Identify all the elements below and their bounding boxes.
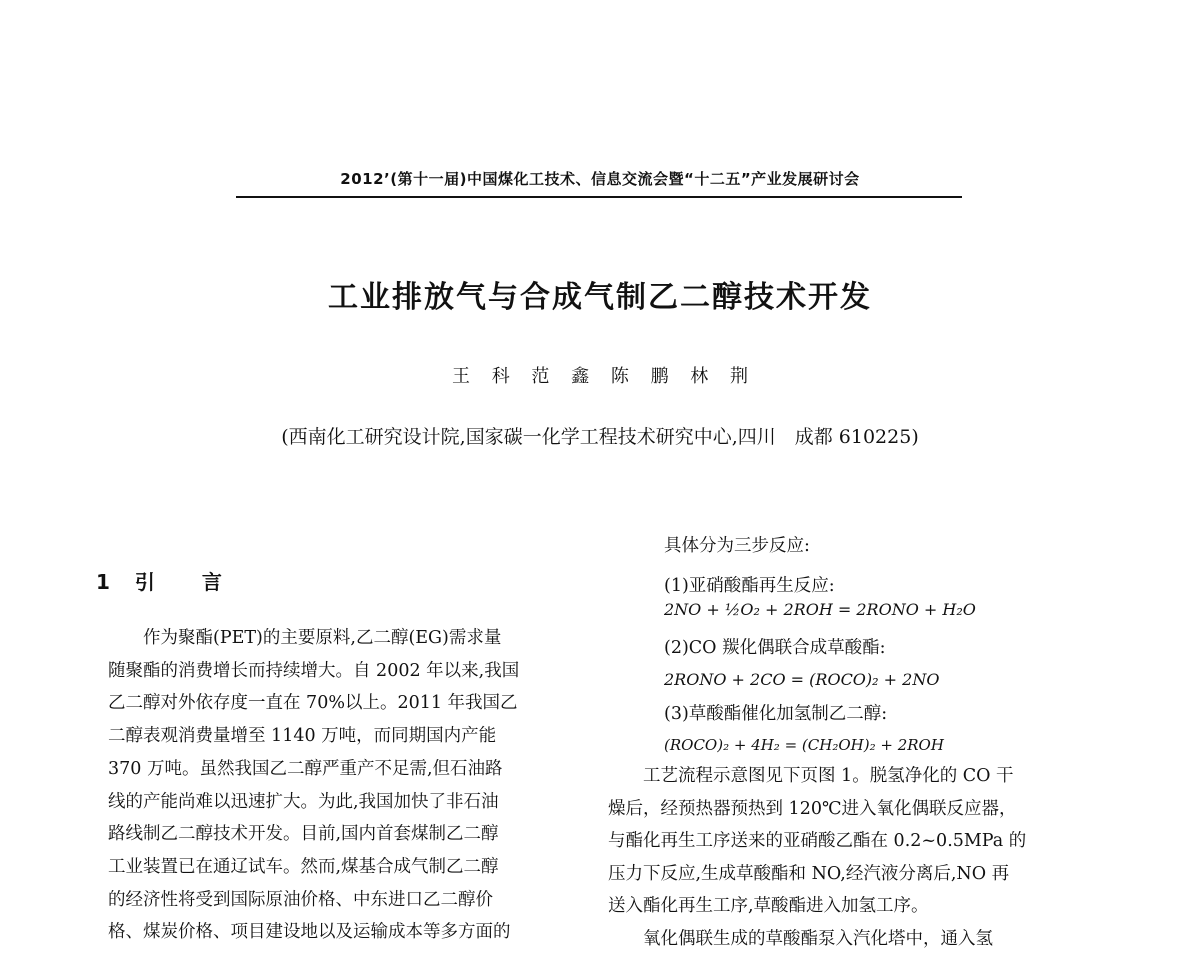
paragraph-line: 工艺流程示意图见下页图 1。脱氢净化的 CO 干: [608, 760, 1102, 793]
section-title-part-1: 引: [135, 570, 155, 594]
equation-1: 2NO + ½O₂ + 2ROH = 2RONO + H₂O: [664, 600, 976, 619]
equation-3: (ROCO)₂ + 4H₂ = (CH₂OH)₂ + 2ROH: [664, 736, 944, 754]
paragraph-line: 氧化偶联生成的草酸酯泵入汽化塔中，通入氢: [608, 923, 1102, 955]
section-number: 1: [96, 570, 110, 594]
section-heading: [96, 566, 222, 595]
paragraph-line: 送入酯化再生工序,草酸酯进入加氢工序。: [608, 890, 1102, 923]
equation-2: 2RONO + 2CO = (ROCO)₂ + 2NO: [664, 670, 939, 689]
paragraph-line: 随聚酯的消费增长而持续增大。自 2002 年以来,我国: [108, 655, 588, 688]
reaction-intro: 具体分为三步反应:: [664, 532, 810, 557]
reaction-step-2: (2)CO 羰化偶联合成草酸酯:: [664, 634, 885, 659]
paragraph-line: 工业装置已在通辽试车。然而,煤基合成气制乙二醇: [108, 851, 588, 884]
paragraph-line: 乙二醇对外依存度一直在 70%以上。2011 年我国乙: [108, 687, 588, 720]
section-title-part-2: 言: [202, 570, 222, 594]
reaction-step-1: (1)亚硝酸酯再生反应:: [664, 572, 835, 597]
paragraph-line: 格、煤炭价格、项目建设地以及运输成本等多方面的: [108, 916, 588, 949]
left-column: [108, 622, 588, 949]
running-header: 2012’(第十一届)中国煤化工技术、信息交流会暨“十二五”产业发展研讨会: [0, 168, 1200, 189]
paragraph-line: 燥后，经预热器预热到 120℃进入氧化偶联反应器，: [608, 793, 1102, 826]
paragraph-line: 路线制乙二醇技术开发。目前,国内首套煤制乙二醇: [108, 818, 588, 851]
reaction-step-3: (3)草酸酯催化加氢制乙二醇:: [664, 700, 887, 725]
header-rule: [236, 196, 962, 198]
paragraph-line: 作为聚酯(PET)的主要原料,乙二醇(EG)需求量: [108, 622, 588, 655]
paragraph-line: 二醇表观消费量增至 1140 万吨，而同期国内产能: [108, 720, 588, 753]
author-list: 王 科 范 鑫 陈 鹏 林 荆: [0, 362, 1200, 388]
paragraph-line: 线的产能尚难以迅速扩大。为此,我国加快了非石油: [108, 786, 588, 819]
paper-title: 工业排放气与合成气制乙二醇技术开发: [0, 272, 1200, 316]
process-description: [608, 760, 1102, 955]
affiliation: (西南化工研究设计院,国家碳一化学工程技术研究中心,四川 成都 610225): [0, 422, 1200, 449]
paragraph-line: 与酯化再生工序送来的亚硝酸乙酯在 0.2~0.5MPa 的: [608, 825, 1102, 858]
paragraph-line: 压力下反应,生成草酸酯和 NO,经汽液分离后,NO 再: [608, 858, 1102, 891]
paragraph-line: 的经济性将受到国际原油价格、中东进口乙二醇价: [108, 884, 588, 917]
paragraph-line: 370 万吨。虽然我国乙二醇严重产不足需,但石油路: [108, 753, 588, 786]
